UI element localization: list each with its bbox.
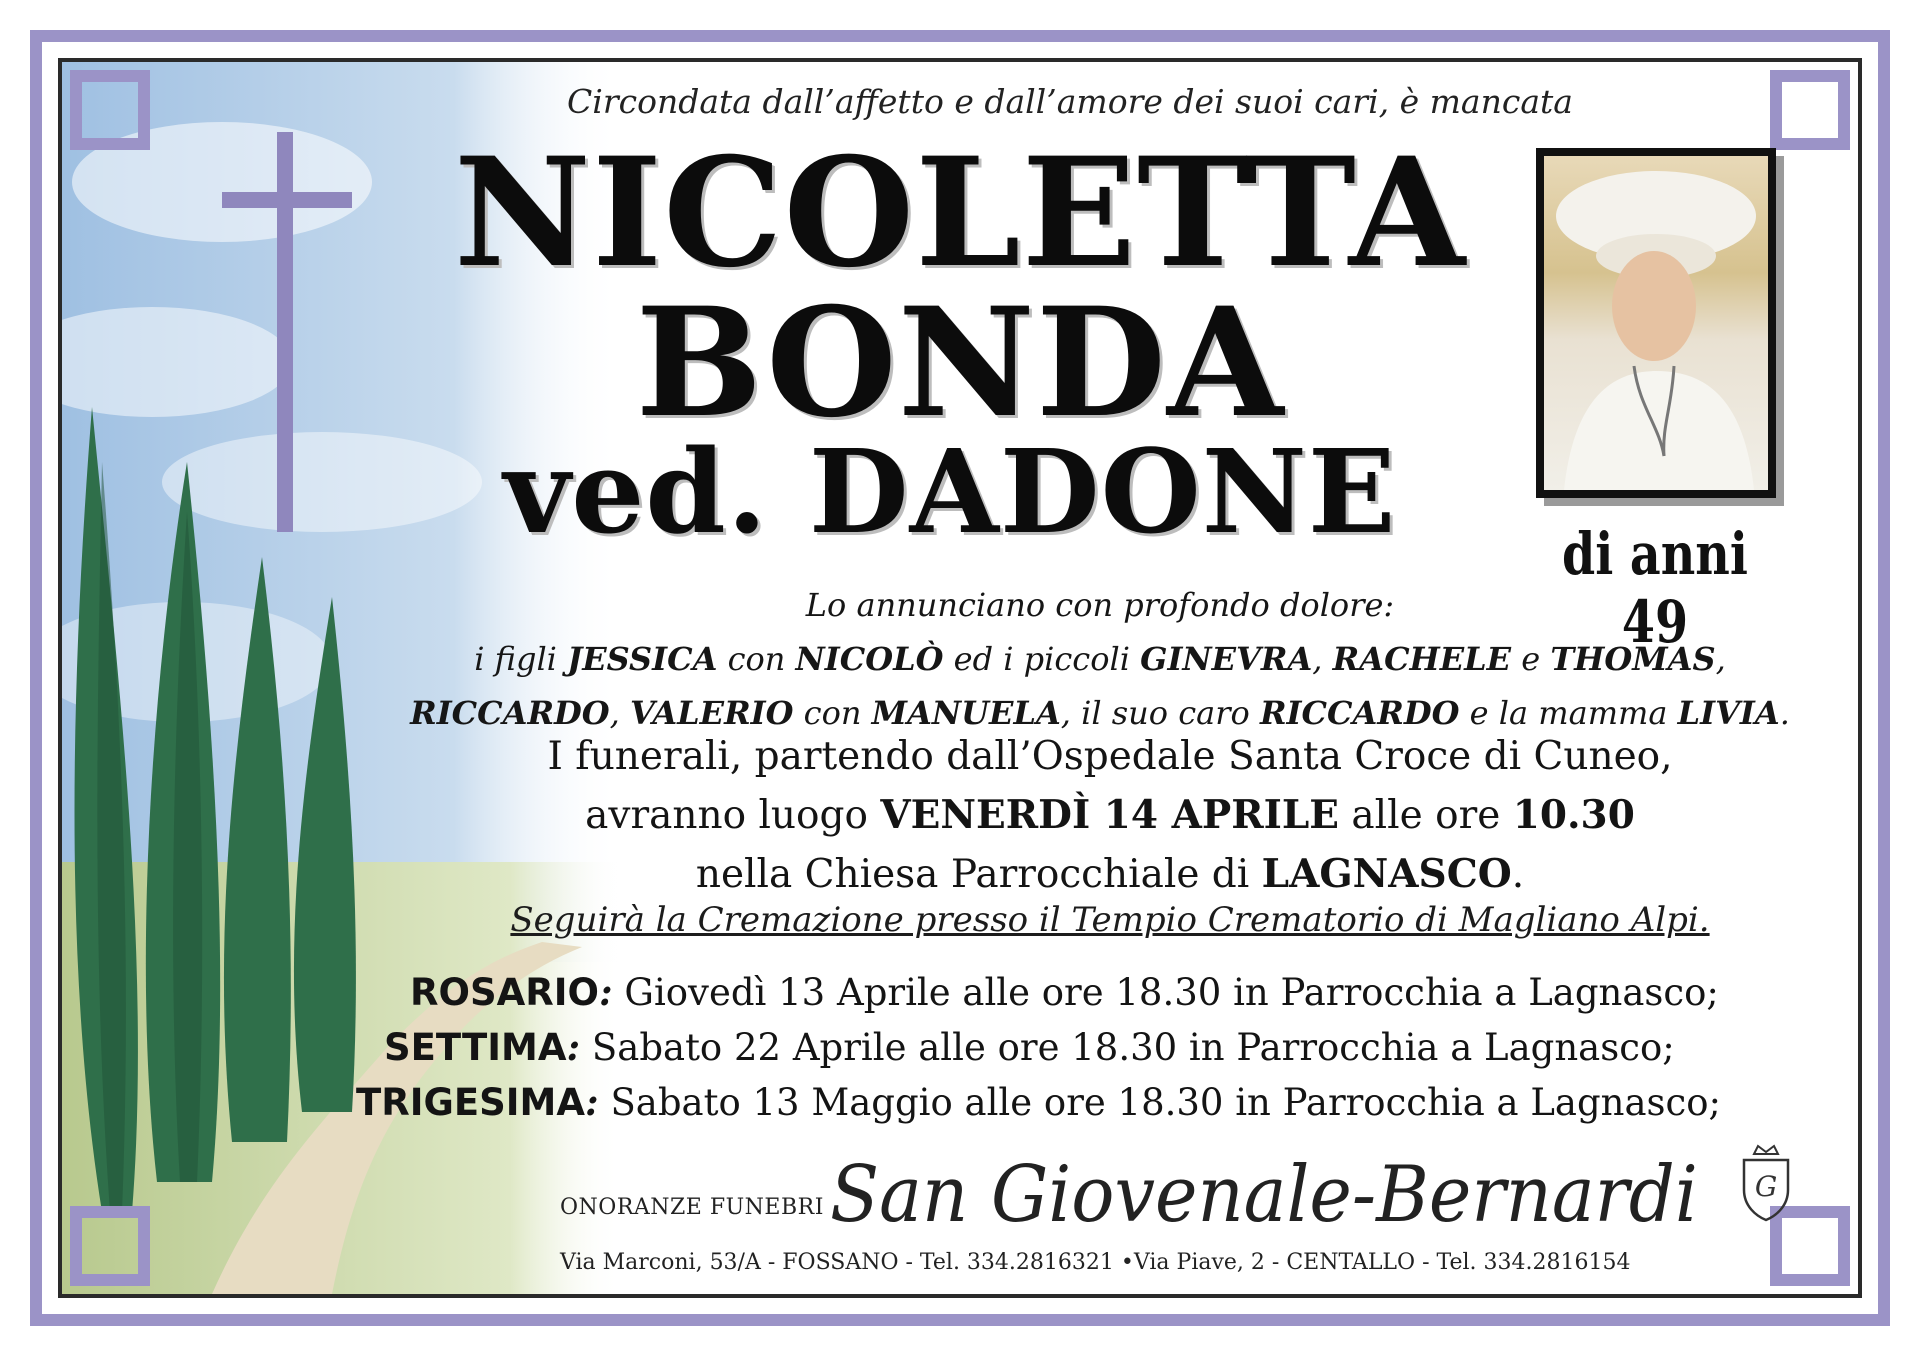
text-span: .	[1511, 852, 1525, 897]
cremation-note: Seguirà la Cremazione presso il Tempio Crematorio di Magliano Alpi.	[510, 900, 1710, 940]
text-span: alle ore	[1339, 793, 1513, 838]
text-span: e	[1511, 640, 1551, 678]
rite-colon: :	[566, 1025, 581, 1069]
text-span: ,	[609, 694, 630, 732]
relative-name: RACHELE	[1332, 640, 1512, 678]
funeral-line-2	[400, 786, 1820, 845]
text-span: .	[1779, 694, 1790, 732]
age-text: di anni 49	[1562, 520, 1748, 656]
rite-settima	[384, 1025, 1675, 1069]
rite-label: ROSARIO	[410, 971, 599, 1014]
portrait-image	[1544, 156, 1768, 490]
rite-rosario	[410, 970, 1719, 1014]
funeral-place: LAGNASCO	[1261, 851, 1512, 897]
rite-label: TRIGESIMA	[356, 1081, 586, 1124]
married-name: ved. DADONE	[503, 425, 1397, 560]
relative-name: JESSICA	[567, 640, 718, 678]
rite-colon: :	[598, 970, 613, 1014]
relative-name: LIVIA	[1677, 694, 1780, 732]
text-span: e la mamma	[1459, 694, 1678, 732]
relative-name: MANUELA	[871, 694, 1061, 732]
last-name: BONDA	[635, 275, 1285, 451]
relative-name: NICOLÒ	[795, 640, 944, 678]
svg-text:G: G	[1754, 1170, 1778, 1203]
text-span: nella Chiesa Parrocchiale di	[695, 852, 1262, 897]
text-span: , il suo caro	[1060, 694, 1260, 732]
relative-name: GINEVRA	[1140, 640, 1313, 678]
funeral-line-3	[400, 845, 1820, 904]
text-span: con	[717, 640, 796, 678]
funeral-time: 10.30	[1512, 792, 1635, 838]
agency-label: ONORANZE FUNEBRI	[560, 1195, 824, 1220]
rite-text: Sabato 22 Aprile alle ore 18.30 in Parrocchia a Lagnasco;	[580, 1026, 1675, 1069]
text-span: ed i piccoli	[943, 640, 1141, 678]
funeral-details	[400, 728, 1820, 904]
announcement-line-2	[360, 632, 1840, 686]
rite-trigesima	[356, 1080, 1721, 1124]
agency-crest-icon	[1736, 1140, 1796, 1226]
first-name: NICOLETTA	[453, 125, 1467, 301]
agency-address: Via Marconi, 53/A - FOSSANO - Tel. 334.2816321 •Via Piave, 2 - CENTALLO - Tel. 334.2816154	[560, 1250, 1631, 1275]
text-span: i figli	[474, 640, 568, 678]
announcement	[360, 578, 1840, 740]
text-span: avranno luogo	[585, 793, 881, 838]
deceased-photo	[1536, 148, 1776, 498]
rite-text: Giovedì 13 Aprile alle ore 18.30 in Parrocchia a Lagnasco;	[612, 971, 1719, 1014]
intro-text: Circondata dall’affetto e dall’amore dei suoi cari, è mancata	[567, 82, 1573, 121]
agency-name: San Giovenale-Bernardi	[830, 1150, 1698, 1240]
text-span: ,	[1312, 640, 1333, 678]
rite-label: SETTIMA	[384, 1026, 567, 1069]
announcement-line-1: Lo annunciano con profondo dolore:	[805, 586, 1395, 624]
rite-colon: :	[585, 1080, 599, 1124]
frame-corner-bottom-left	[70, 1206, 150, 1286]
relative-name: VALERIO	[630, 694, 794, 732]
frame-corner-top-left	[70, 70, 150, 150]
relative-name: RICCARDO	[410, 694, 610, 732]
frame-corner-top-right	[1770, 70, 1850, 150]
rite-text: Sabato 13 Maggio alle ore 18.30 in Parrocchia a Lagnasco;	[598, 1081, 1721, 1124]
funeral-line-1: I funerali, partendo dall’Ospedale Santa Croce di Cuneo,	[547, 734, 1673, 779]
funeral-date: VENERDÌ 14 APRILE	[880, 792, 1340, 838]
relative-name: RICCARDO	[1259, 694, 1460, 732]
text-span: ,	[1715, 640, 1726, 678]
text-span: con	[793, 694, 872, 732]
relative-name: THOMAS	[1550, 640, 1716, 678]
